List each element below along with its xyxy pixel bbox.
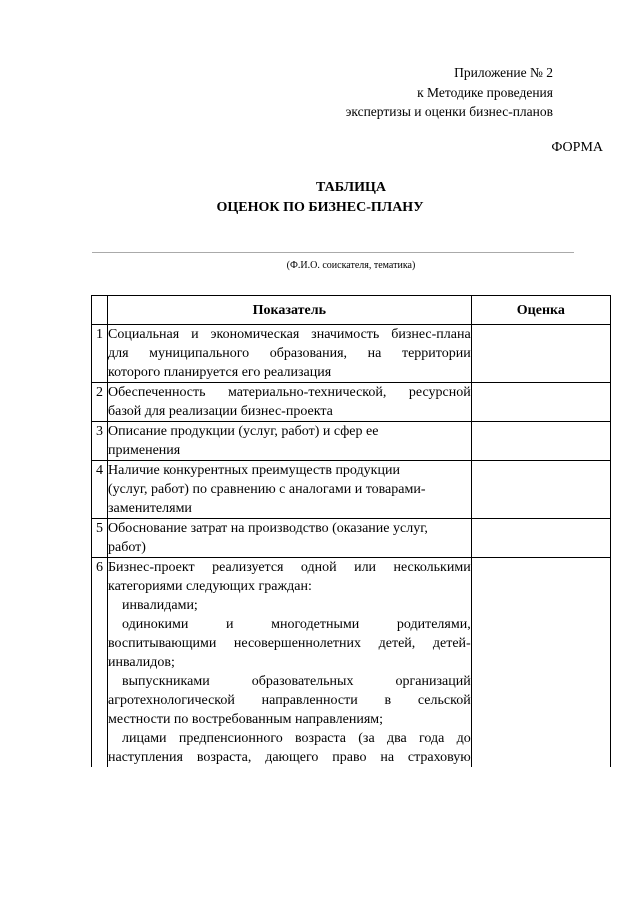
title-line-2: ОЦЕНОК ПО БИЗНЕС-ПЛАНУ <box>216 200 424 215</box>
table-row <box>92 422 611 461</box>
table-header-row <box>92 296 611 325</box>
indicator-line: лицами предпенсионного возраста (за два года до <box>122 731 471 746</box>
indicator-cell <box>108 519 472 558</box>
applicant-fill-line <box>92 252 574 253</box>
indicator-line: (услуг, работ) по сравнению с аналогами и товарами- <box>108 482 426 497</box>
row-number: 6 <box>92 558 108 768</box>
indicator-line: местности по востребованным направлениям; <box>108 712 384 727</box>
indicator-line: Обеспеченность материально-технической, ресурсной <box>108 385 471 400</box>
indicator-line: работ) <box>108 540 146 555</box>
indicator-cell <box>108 461 472 519</box>
score-cell[interactable] <box>471 519 610 558</box>
indicator-line: инвалидов; <box>108 655 175 670</box>
score-cell[interactable] <box>471 325 610 383</box>
table-row <box>92 558 611 768</box>
indicator-cell <box>108 558 472 768</box>
applicant-caption: (Ф.И.О. соискателя, тематика) <box>286 260 416 271</box>
indicator-line: наступления возраста, дающего право на страховую <box>108 750 471 765</box>
appendix-line: к Методике проведения <box>417 84 553 100</box>
score-cell[interactable] <box>471 558 610 768</box>
appendix-line: экспертизы и оценки бизнес-планов <box>345 104 553 119</box>
appendix-line: Приложение № 2 <box>454 65 553 80</box>
row-number: 5 <box>92 519 108 558</box>
indicator-line: Социальная и экономическая значимость бизнес-плана <box>108 327 471 342</box>
score-cell[interactable] <box>471 461 610 519</box>
indicator-line: базой для реализации бизнес-проекта <box>108 404 333 419</box>
indicator-line: одинокими и многодетными родителями, <box>122 617 471 632</box>
title-line-1: ТАБЛИЦА <box>316 180 386 195</box>
score-cell[interactable] <box>471 422 610 461</box>
document-title <box>0 178 640 218</box>
indicator-line: Обоснование затрат на производство (оказание услуг, <box>108 521 428 536</box>
indicator-cell <box>108 325 472 383</box>
indicator-line: Описание продукции (услуг, работ) и сфер ее <box>108 424 379 439</box>
header-score: Оценка <box>471 296 610 325</box>
indicator-cell <box>108 422 472 461</box>
indicator-line: воспитывающими несовершеннолетних детей, детей- <box>108 636 471 651</box>
indicator-line: Бизнес-проект реализуется одной или несколькими <box>108 560 471 575</box>
score-cell[interactable] <box>471 383 610 422</box>
table-row <box>92 461 611 519</box>
form-label: ФОРМА <box>551 140 603 155</box>
indicator-line: применения <box>108 443 181 458</box>
appendix-note <box>346 63 553 122</box>
row-number: 1 <box>92 325 108 383</box>
indicator-line: для муниципального образования, на территории <box>108 346 471 361</box>
indicator-line: которого планируется его реализация <box>108 365 332 380</box>
indicator-cell <box>108 383 472 422</box>
row-number: 4 <box>92 461 108 519</box>
table-row <box>92 519 611 558</box>
indicator-line: Наличие конкурентных преимуществ продукции <box>108 463 400 478</box>
table-row <box>92 325 611 383</box>
table-row <box>92 383 611 422</box>
indicator-line: заменителями <box>108 501 192 516</box>
indicator-line: инвалидами; <box>122 598 198 613</box>
header-indicator: Показатель <box>108 296 472 325</box>
indicator-line: агротехнологической направленности в сельской <box>108 693 471 708</box>
evaluation-table <box>91 295 611 767</box>
row-number: 2 <box>92 383 108 422</box>
indicator-line: категориями следующих граждан: <box>108 579 312 594</box>
indicator-line: выпускниками образовательных организаций <box>122 674 471 689</box>
row-number: 3 <box>92 422 108 461</box>
header-num <box>92 296 108 325</box>
